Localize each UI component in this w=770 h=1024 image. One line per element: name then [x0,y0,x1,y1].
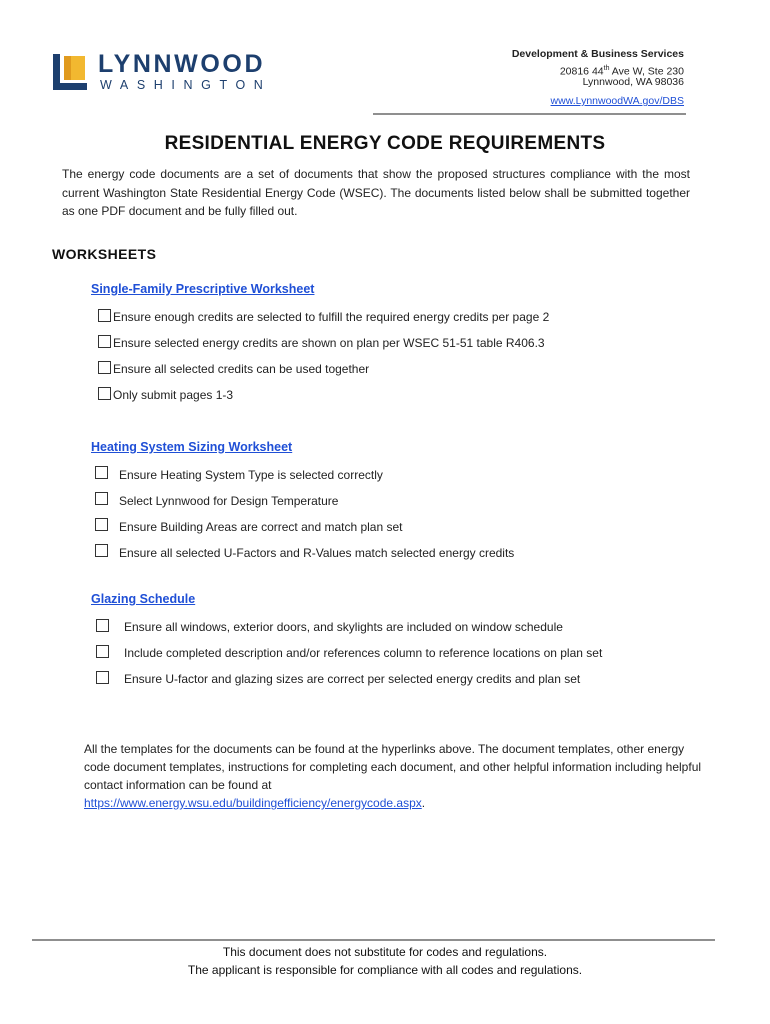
checkbox[interactable] [98,335,111,348]
checkbox[interactable] [95,492,108,505]
checklist-item: Ensure selected energy credits are shown on plan per WSEC 51-51 table R406.3 [113,336,545,350]
checkbox[interactable] [96,619,109,632]
footer-divider [32,939,715,941]
glazing-schedule-link[interactable]: Glazing Schedule [91,592,196,606]
checklist-item: Only submit pages 1-3 [113,388,234,402]
checklist-item: Ensure enough credits are selected to fulfill the required energy credits per page 2 [113,310,550,324]
checkbox[interactable] [98,361,111,374]
footer-disclaimer: This document does not substitute for codes and regulations. [222,945,548,959]
checkbox[interactable] [98,387,111,400]
checkbox[interactable] [96,671,109,684]
header-divider [373,113,686,115]
energy-code-link[interactable]: https://www.energy.wsu.edu/buildingefficiency/energycode.aspx [84,796,422,810]
checkbox[interactable] [95,466,108,479]
department-name: Development & Business Services [511,48,684,60]
street-address: 20816 44th Ave W, Ste 230 [559,65,684,78]
checklist-item: Ensure Building Areas are correct and match plan set [119,520,403,534]
checklist-item: Select Lynnwood for Design Temperature [119,494,339,508]
footer-responsibility: The applicant is responsible for compliance with all codes and regulations. [187,963,583,977]
checklist-item: Ensure all selected U-Factors and R-Values match selected energy credits [119,546,515,560]
city-state-zip: Lynnwood, WA 98036 [582,76,684,88]
single-family-worksheet-link[interactable]: Single-Family Prescriptive Worksheet [91,282,315,296]
checkbox[interactable] [96,645,109,658]
checklist-item: Ensure U-factor and glazing sizes are correct per selected energy credits and plan set [124,672,581,686]
worksheets-heading: WORKSHEETS [52,246,157,262]
checkbox[interactable] [95,518,108,531]
logo-subtitle: WASHINGTON [100,78,272,92]
closing-paragraph: All the templates for the documents can be found at the hyperlinks above. The document templates, other energy code document templates, instructions for completing each document, and other helpful information including helpful contact information can be found at https://www.energy.wsu.edu/buildingefficiency/energycode.aspx. [84,742,702,810]
checklist-item: Ensure all windows, exterior doors, and skylights are included on window schedule [124,620,563,634]
checklist-item: Ensure all selected credits can be used together [113,362,370,376]
logo-wordmark: LYNNWOOD [98,50,266,78]
checkbox[interactable] [98,309,111,322]
checklist-item: Ensure Heating System Type is selected correctly [119,468,383,482]
intro-paragraph: The energy code documents are a set of documents that show the proposed structures compliance with the most current Washington State Residential Energy Code (WSEC). The documents listed below shall be submitted together as one PDF document and be fully filled out. [62,167,690,218]
heating-system-worksheet-link[interactable]: Heating System Sizing Worksheet [91,440,293,454]
checkbox[interactable] [95,544,108,557]
checklist-item: Include completed description and/or references column to reference locations on plan set [124,646,603,660]
page-title: RESIDENTIAL ENERGY CODE REQUIREMENTS [164,133,606,154]
website-link[interactable]: www.LynnwoodWA.gov/DBS [550,95,684,107]
city-logo-icon [53,54,87,90]
